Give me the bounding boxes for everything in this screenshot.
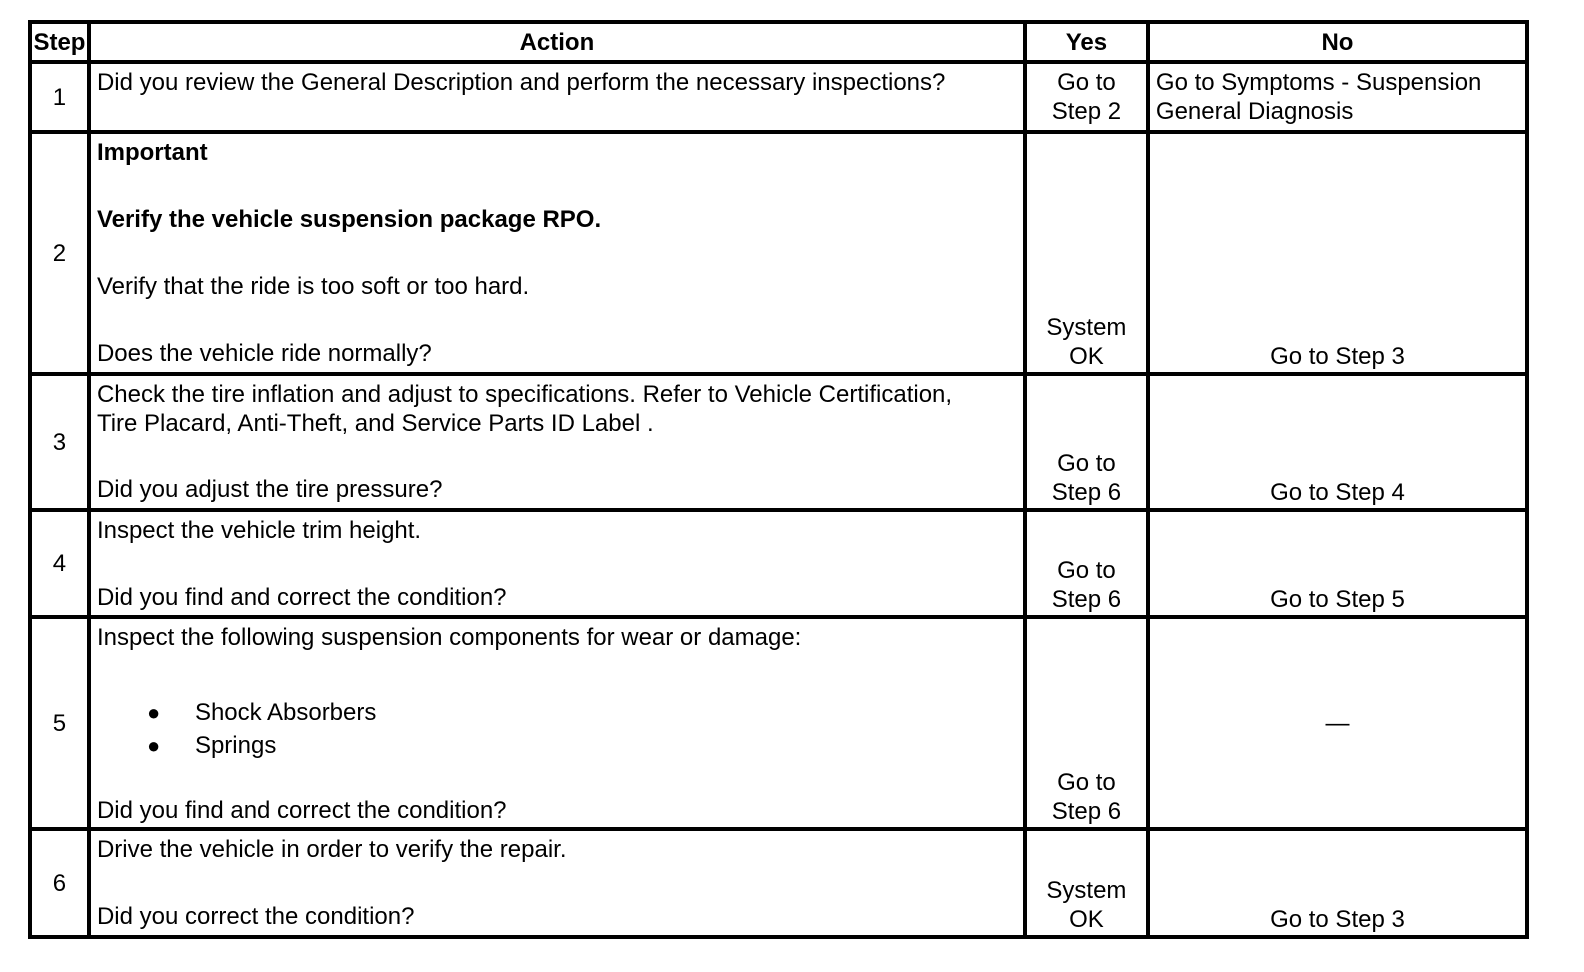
step-number: 2 — [30, 132, 89, 374]
header-step: Step — [30, 22, 89, 62]
diagnostic-table — [28, 20, 1529, 939]
step-number: 5 — [30, 617, 89, 829]
action-text: Tire Placard, Anti-Theft, and Service Parts ID Label . — [96, 410, 654, 437]
yes-text: Go to — [1057, 557, 1116, 584]
list-item — [97, 729, 1019, 762]
component-list — [97, 696, 1019, 762]
header-no: No — [1148, 22, 1527, 62]
yes-text: System — [1046, 314, 1127, 341]
no-text: Go to Symptoms - Suspension — [1155, 69, 1482, 96]
action-cell — [89, 374, 1025, 510]
yes-text: Go to — [1057, 69, 1116, 96]
no-text: — — [1325, 710, 1350, 737]
no-cell — [1148, 374, 1527, 510]
header-action: Action — [89, 22, 1025, 62]
action-text: Inspect the vehicle trim height. — [96, 517, 422, 544]
yes-text: Step 2 — [1051, 98, 1122, 125]
table-row — [30, 617, 1527, 829]
yes-text: Go to — [1057, 769, 1116, 796]
yes-text: Step 6 — [1051, 586, 1122, 613]
table-row — [30, 374, 1527, 510]
yes-text: OK — [1069, 906, 1104, 933]
no-cell — [1148, 132, 1527, 374]
action-question: Does the vehicle ride normally? — [96, 340, 432, 367]
no-text: Go to Step 3 — [1270, 343, 1405, 370]
table-row — [30, 132, 1527, 374]
yes-cell — [1025, 132, 1148, 374]
action-text: Check the tire inflation and adjust to specifications. Refer to Vehicle Certification, — [96, 381, 953, 408]
no-text: Go to Step 4 — [1270, 479, 1405, 506]
important-label: Important — [96, 139, 208, 166]
step-number: 4 — [30, 510, 89, 617]
action-question: Did you find and correct the condition? — [96, 797, 507, 824]
action-text: Drive the vehicle in order to verify the repair. — [96, 836, 567, 863]
yes-cell — [1025, 62, 1148, 132]
list-item-label: Springs — [194, 732, 277, 759]
yes-cell — [1025, 829, 1148, 937]
table-row — [30, 510, 1527, 617]
action-cell — [89, 132, 1025, 374]
action-text: Did you review the General Description and perform the necessary inspections? — [96, 69, 946, 96]
yes-text: System — [1046, 877, 1127, 904]
action-question: Did you correct the condition? — [96, 903, 415, 930]
no-cell — [1148, 510, 1527, 617]
table-row — [30, 829, 1527, 937]
yes-cell — [1025, 510, 1148, 617]
action-cell — [89, 617, 1025, 829]
yes-cell — [1025, 617, 1148, 829]
header-yes: Yes — [1025, 22, 1148, 62]
action-text: Inspect the following suspension components for wear or damage: — [96, 624, 802, 651]
yes-cell — [1025, 374, 1148, 510]
no-cell — [1148, 829, 1527, 937]
list-item — [97, 696, 1019, 729]
table-row — [30, 62, 1527, 132]
action-text: Verify that the ride is too soft or too hard. — [96, 273, 530, 300]
yes-text: Step 6 — [1051, 798, 1122, 825]
no-text: Go to Step 5 — [1270, 586, 1405, 613]
action-question: Did you adjust the tire pressure? — [96, 476, 443, 503]
action-cell — [89, 510, 1025, 617]
yes-text: Go to — [1057, 450, 1116, 477]
action-cell — [89, 829, 1025, 937]
yes-text: OK — [1069, 343, 1104, 370]
step-number: 1 — [30, 62, 89, 132]
bullet-icon: ● — [146, 733, 161, 758]
no-text: Go to Step 3 — [1270, 906, 1405, 933]
no-cell — [1148, 62, 1527, 132]
list-item-label: Shock Absorbers — [194, 699, 377, 726]
bullet-icon: ● — [146, 700, 161, 725]
no-cell — [1148, 617, 1527, 829]
action-cell — [89, 62, 1025, 132]
action-question: Did you find and correct the condition? — [96, 584, 507, 611]
step-number: 3 — [30, 374, 89, 510]
step-number: 6 — [30, 829, 89, 937]
no-text: General Diagnosis — [1155, 98, 1354, 125]
yes-text: Step 6 — [1051, 479, 1122, 506]
header-row — [30, 22, 1527, 62]
important-text: Verify the vehicle suspension package RPO. — [96, 206, 602, 233]
